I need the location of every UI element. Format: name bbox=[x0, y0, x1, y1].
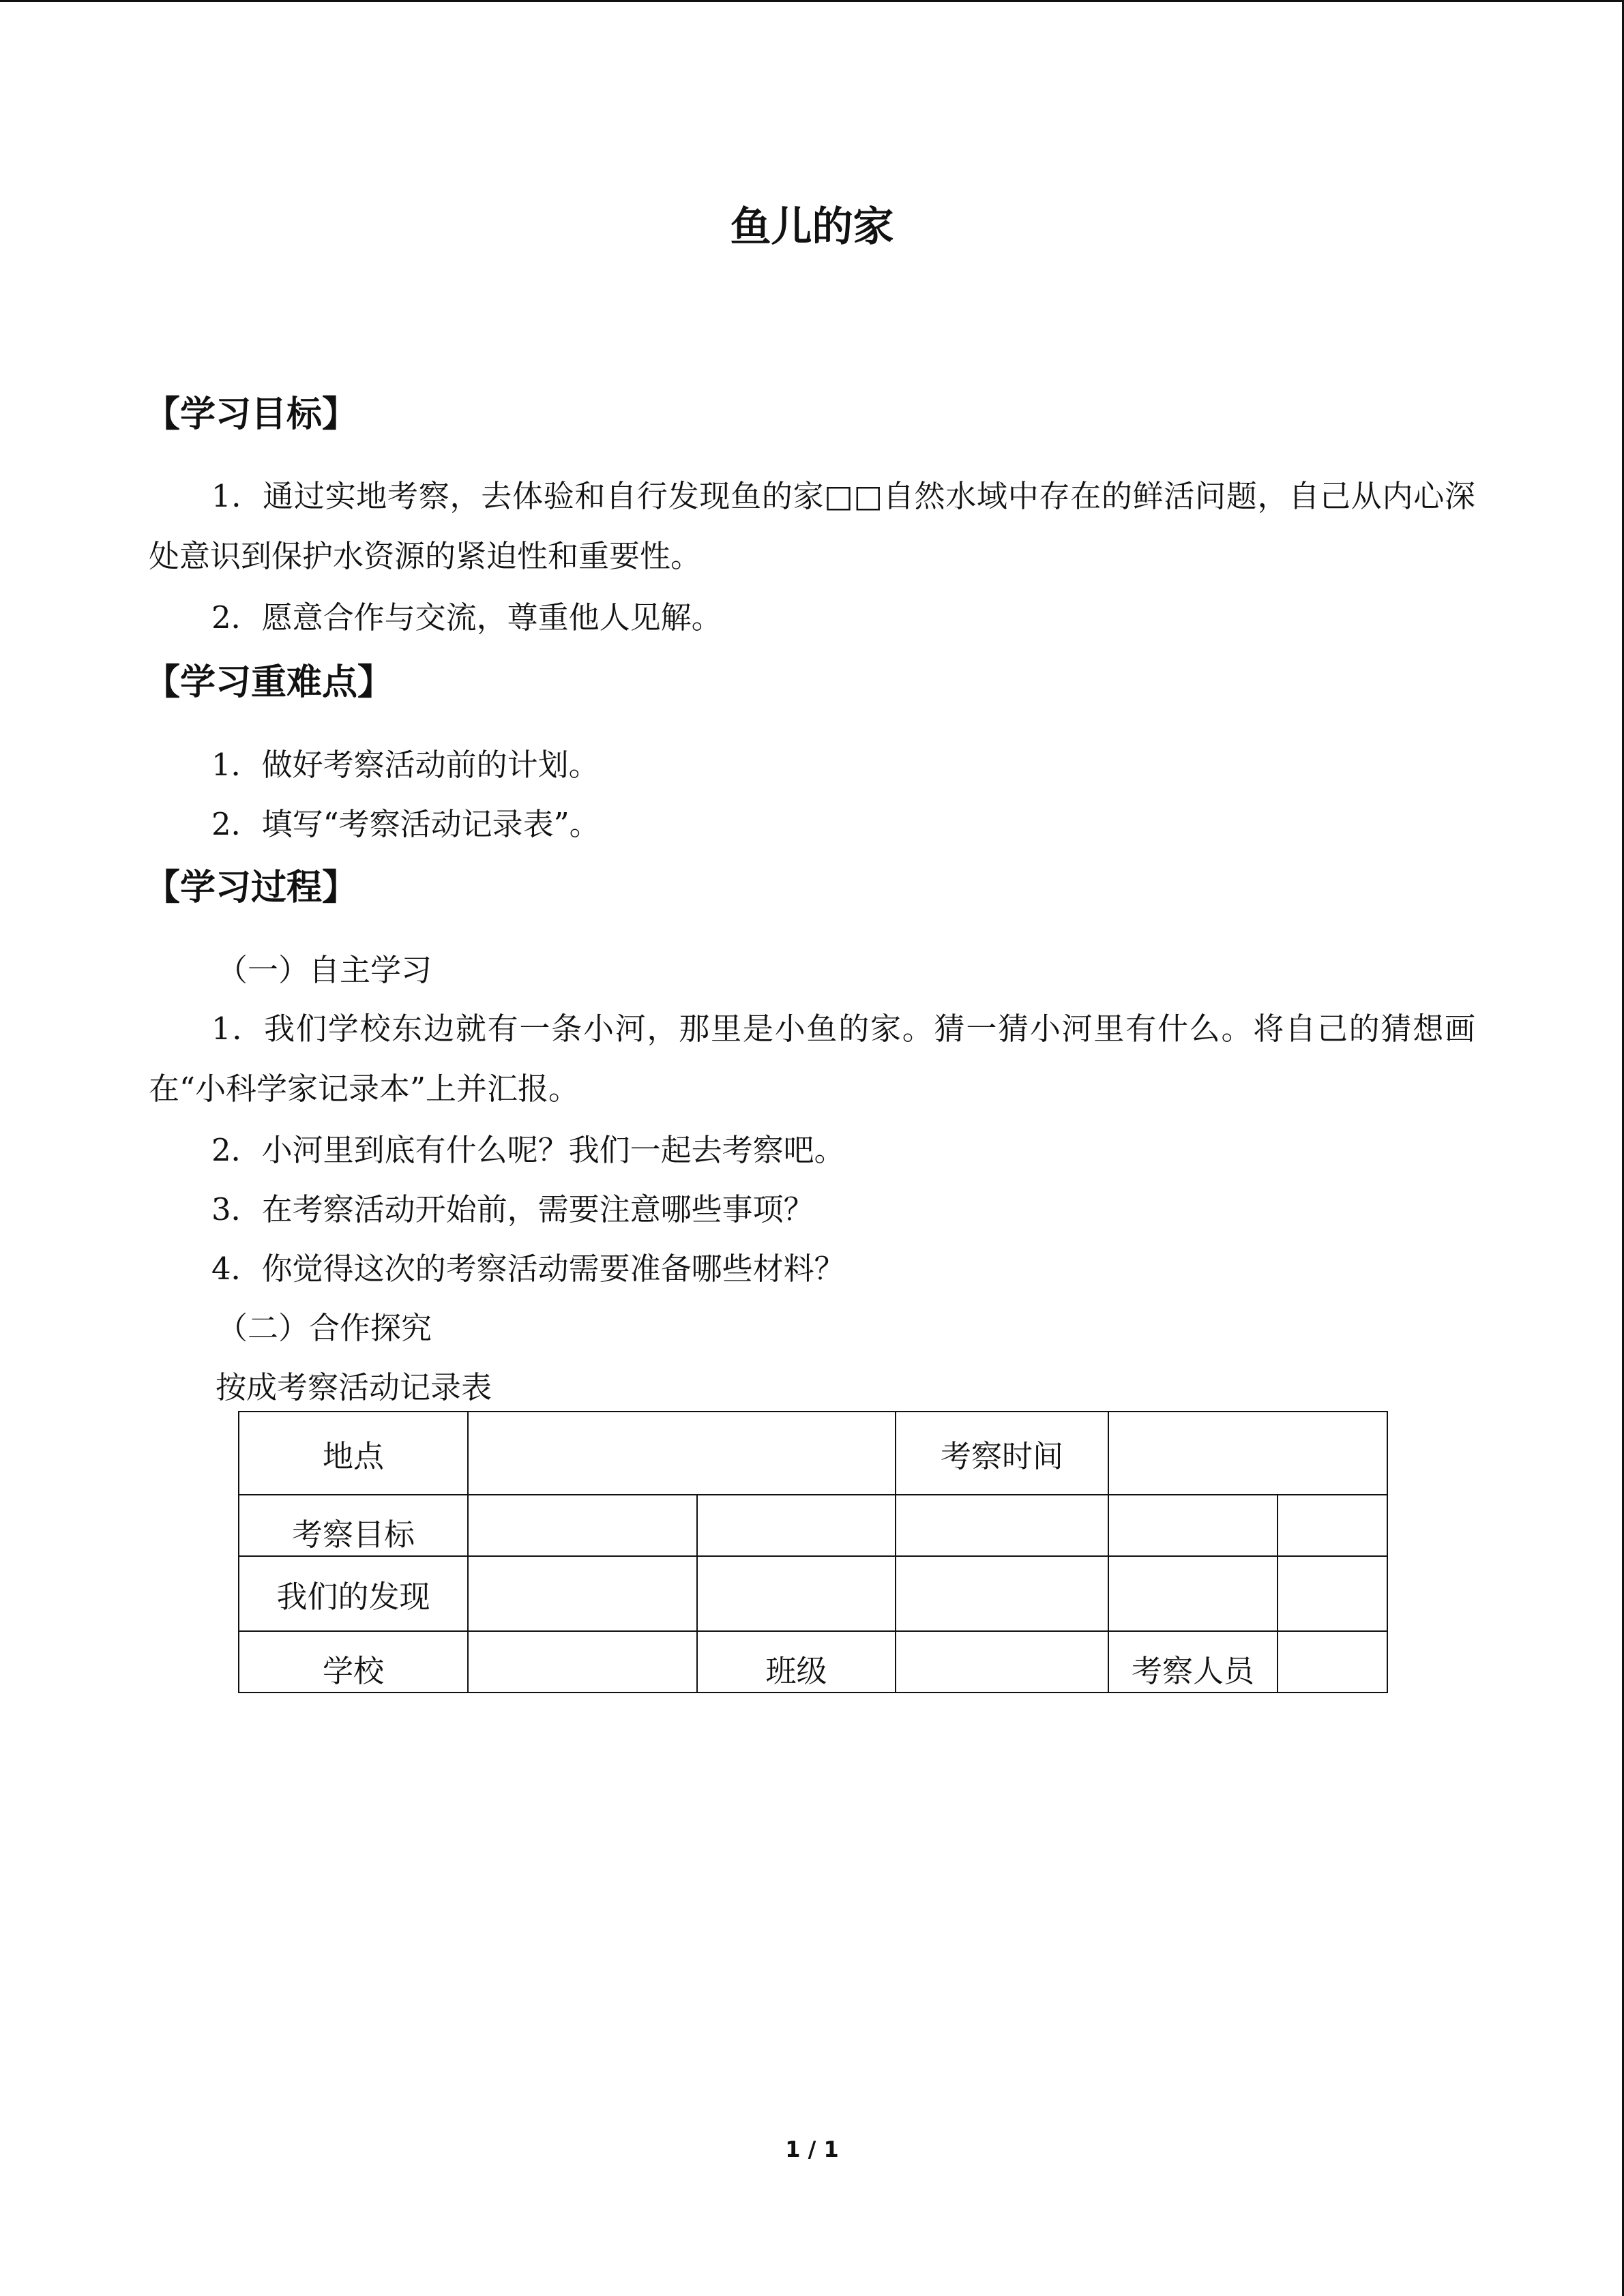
label-goal: 考察目标 bbox=[239, 1495, 468, 1556]
label-observe-time: 考察时间 bbox=[896, 1412, 1108, 1495]
self-study-item-3: 3．在考察活动开始前，需要注意哪些事项？ bbox=[211, 1191, 814, 1227]
cell-findings-1[interactable] bbox=[468, 1556, 697, 1631]
self-study-item-1: 1．我们学校东边就有一条小河，那里是小鱼的家。猜一猜小河里有什么。将自己的猜想画在“小科学家记录本”上并汇报。 bbox=[149, 1011, 1475, 1107]
record-table bbox=[238, 1411, 1388, 1693]
table-row bbox=[239, 1631, 1387, 1693]
cell-goal-5[interactable] bbox=[1278, 1495, 1387, 1556]
self-study-item-2: 2．小河里到底有什么呢？我们一起去考察吧。 bbox=[211, 1132, 845, 1168]
key-point-item-1: 1．做好考察活动前的计划。 bbox=[211, 747, 600, 783]
cell-findings-2[interactable] bbox=[697, 1556, 896, 1631]
heading-key-points: 【学习重难点】 bbox=[145, 662, 394, 703]
cell-location-value[interactable] bbox=[468, 1412, 896, 1495]
cell-findings-3[interactable] bbox=[896, 1556, 1108, 1631]
cell-goal-2[interactable] bbox=[697, 1495, 896, 1556]
label-location: 地点 bbox=[239, 1412, 468, 1495]
cell-findings-5[interactable] bbox=[1278, 1556, 1387, 1631]
cell-findings-4[interactable] bbox=[1108, 1556, 1278, 1631]
label-school: 学校 bbox=[239, 1631, 468, 1693]
objective-item-1: 1．通过实地考察，去体验和自行发现鱼的家□□自然水域中存在的鲜活问题，自己从内心深处意识到保护水资源的紧迫性和重要性。 bbox=[149, 478, 1475, 574]
cell-members-value[interactable] bbox=[1278, 1631, 1387, 1693]
self-study-item-4: 4．你觉得这次的考察活动需要准备哪些材料？ bbox=[211, 1251, 845, 1287]
heading-process: 【学习过程】 bbox=[145, 867, 358, 908]
cell-school-value[interactable] bbox=[468, 1631, 697, 1693]
table-row bbox=[239, 1495, 1387, 1556]
table-row bbox=[239, 1556, 1387, 1631]
label-findings: 我们的发现 bbox=[239, 1556, 468, 1631]
document-title: 鱼儿的家 bbox=[730, 203, 894, 251]
label-members: 考察人员 bbox=[1108, 1631, 1278, 1693]
cell-goal-3[interactable] bbox=[896, 1495, 1108, 1556]
objective-item-2: 2．愿意合作与交流，尊重他人见解。 bbox=[211, 599, 722, 636]
cell-observe-time-value[interactable] bbox=[1108, 1412, 1387, 1495]
label-class: 班级 bbox=[697, 1631, 896, 1693]
cell-class-value[interactable] bbox=[896, 1631, 1108, 1693]
heading-objectives: 【学习目标】 bbox=[145, 394, 358, 435]
cell-goal-4[interactable] bbox=[1108, 1495, 1278, 1556]
page-number: 1 / 1 bbox=[785, 2136, 839, 2162]
table-row bbox=[239, 1412, 1387, 1495]
self-study-label: （一）自主学习 bbox=[217, 952, 432, 988]
table-caption: 按成考察活动记录表 bbox=[216, 1369, 492, 1405]
key-point-item-2: 2．填写“考察活动记录表”。 bbox=[211, 806, 600, 842]
cooperation-label: （二）合作探究 bbox=[217, 1310, 432, 1346]
cell-goal-1[interactable] bbox=[468, 1495, 697, 1556]
